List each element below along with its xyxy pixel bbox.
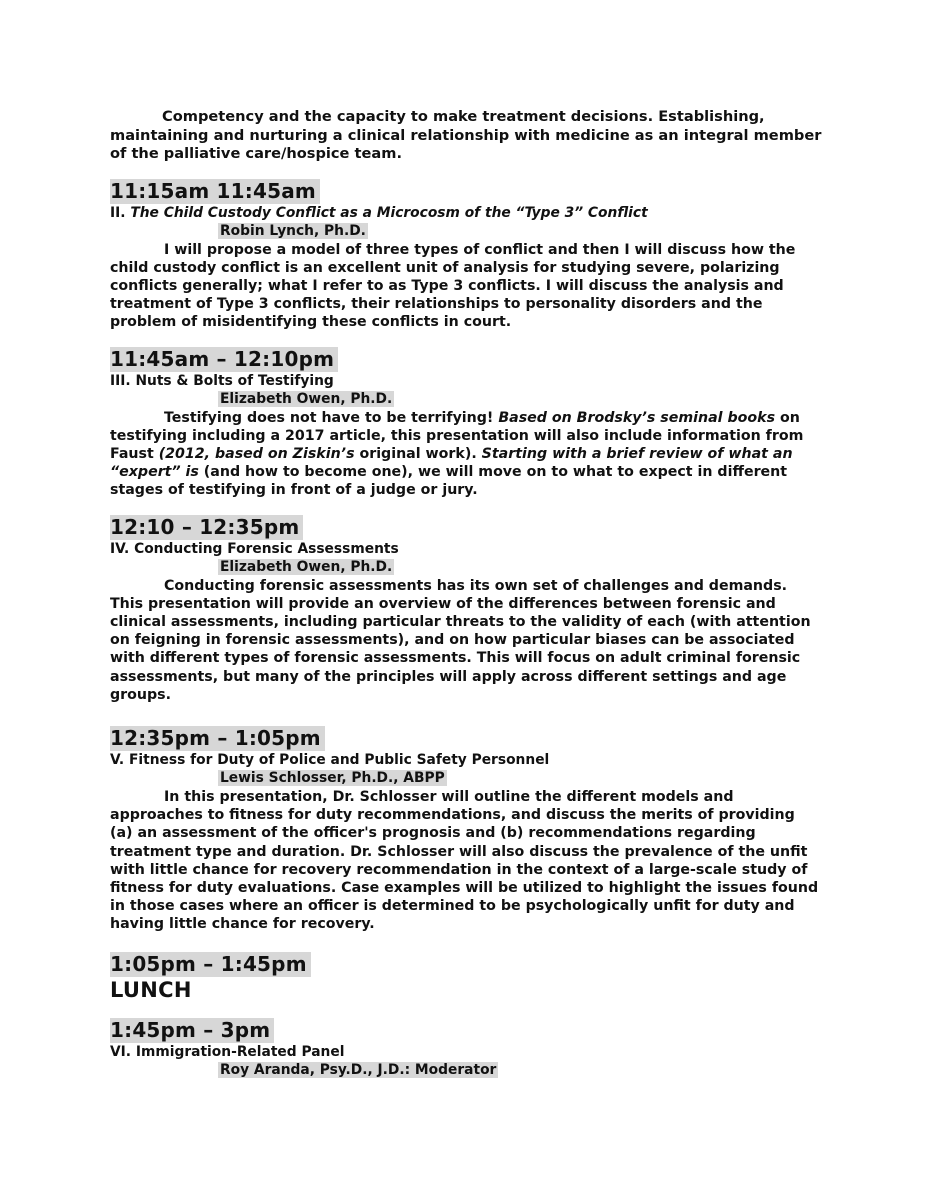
speaker-name: Lewis Schlosser, Ph.D., ABPP <box>220 769 445 786</box>
session-title: III. Nuts & Bolts of Testifying <box>110 372 334 389</box>
session-title: IV. Conducting Forensic Assessments <box>110 540 399 557</box>
session-title: V. Fitness for Duty of Police and Public Safety Personnel <box>110 751 550 768</box>
session-time: 11:15am 11:45am <box>110 179 320 204</box>
session-time: 1:05pm – 1:45pm <box>110 952 311 977</box>
session-time: 12:10 – 12:35pm <box>110 515 303 540</box>
session-time: 1:45pm – 3pm <box>110 1018 274 1043</box>
session-block <box>110 515 822 704</box>
session-block <box>110 179 822 332</box>
speaker-name: Roy Aranda, Psy.D., J.D.: Moderator <box>220 1061 497 1078</box>
session-description: In this presentation, Dr. Schlosser will outline the different models and approaches to fitness for duty recommendations, and discuss the merits of providing (a) an assessment of the officer's prognosis and (b) recommendations regarding treatment type and duration. Dr. Schlosser will also discuss the prevalence of the unfit with little chance for recovery recommendation in the context of a large-scale study of fitness for duty evaluations. Case examples will be utilized to highlight the issues found in those cases where an officer is determined to be psychologically unfit for duty and having little chance for recovery. <box>110 788 819 933</box>
document-page <box>110 108 822 1095</box>
session-block <box>110 1018 822 1080</box>
session-block <box>110 347 822 500</box>
intro-paragraph: Competency and the capacity to make treatment decisions. Establishing, maintaining and nurturing a clinical relationship with medicine as an integral member of the palliative care/hospice team. <box>110 108 822 162</box>
speaker-name: Robin Lynch, Ph.D. <box>220 222 366 239</box>
session-number: II. <box>110 204 131 221</box>
session-block <box>110 726 822 934</box>
session-time: 11:45am – 12:10pm <box>110 347 338 372</box>
lunch-label: LUNCH <box>110 977 192 1002</box>
session-title <box>110 204 822 222</box>
session-time: 12:35pm – 1:05pm <box>110 726 325 751</box>
session-title-text: The Child Custody Conflict as a Microcosm of the “Type 3” Conflict <box>130 204 648 221</box>
lunch-block <box>110 952 822 1003</box>
session-description: Testifying does not have to be terrifying! Based on Brodsky’s seminal books on testifying including a 2017 article, this presentation will also include information from Faust (2012, based on Ziskin’s original work). Starting with a brief review of what an “expert” is (and how to become one), we will move on to what to expect in different stages of testifying in front of a judge or jury. <box>110 409 804 499</box>
speaker-name: Elizabeth Owen, Ph.D. <box>220 390 393 407</box>
session-title: VI. Immigration-Related Panel <box>110 1043 345 1060</box>
session-description: Conducting forensic assessments has its own set of challenges and demands. This presentation will provide an overview of the differences between forensic and clinical assessments, including particular threats to the validity of each (with attention on feigning in forensic assessments), and on how particular biases can be associated with different types of forensic assessments. This will focus on adult criminal forensic assessments, but many of the principles will apply across different settings and age groups. <box>110 577 811 703</box>
speaker-name: Elizabeth Owen, Ph.D. <box>220 558 393 575</box>
session-description: I will propose a model of three types of conflict and then I will discuss how the child custody conflict is an excellent unit of analysis for studying severe, polarizing conflicts generally; what I refer to as Type 3 conflicts. I will discuss the analysis and treatment of Type 3 conflicts, their relationships to personality disorders and the problem of misidentifying these conflicts in court. <box>110 241 796 331</box>
